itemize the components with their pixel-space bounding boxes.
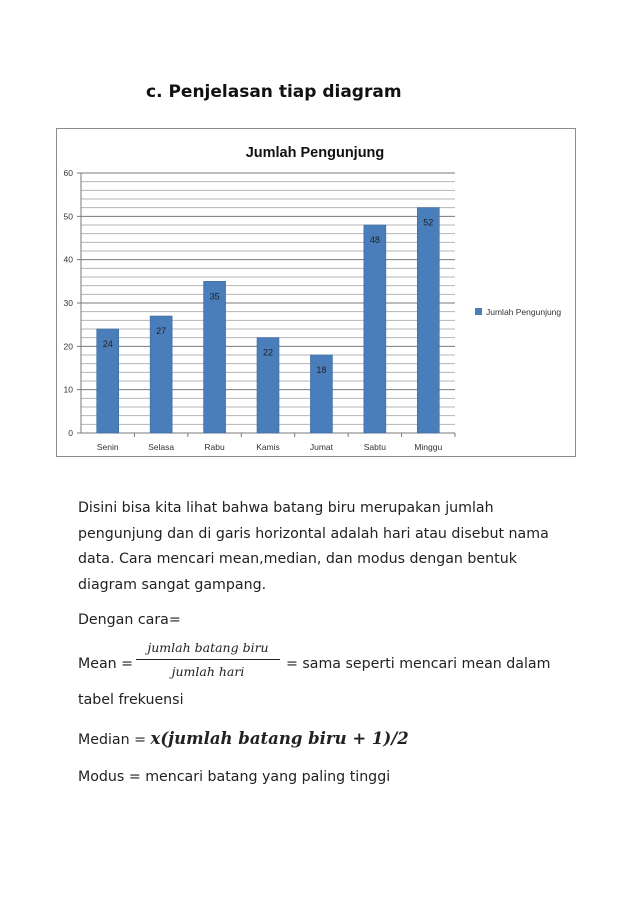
paragraph-explanation: Disini bisa kita lihat bahwa batang biru merupakan jumlah pengunjung dan di garis horizontal adalah hari atau disebut nama data. Cara mencari mean,median, dan modus dengan bentuk diagram sangat gampang.: [78, 500, 549, 593]
x-tick-label: Jumat: [309, 442, 334, 452]
y-tick-label: 60: [63, 168, 73, 178]
y-tick-label: 0: [68, 428, 73, 438]
data-label: 24: [102, 339, 113, 349]
mean-denominator: jumlah hari: [171, 663, 245, 679]
y-tick-label: 50: [63, 211, 73, 222]
bar-chart: [56, 128, 576, 457]
data-label: 18: [316, 365, 327, 375]
legend-swatch: [475, 308, 482, 315]
bar: [204, 281, 226, 433]
x-tick-label: Sabtu: [363, 442, 386, 452]
median-label: Median =: [78, 732, 147, 748]
bar: [364, 225, 386, 433]
median-line: [78, 723, 558, 755]
data-label: 35: [209, 291, 220, 302]
data-label: 48: [369, 235, 380, 245]
y-tick-label: 30: [63, 298, 73, 308]
data-label: 22: [262, 347, 274, 358]
bar: [417, 208, 439, 433]
x-tick-label: Rabu: [204, 442, 225, 452]
x-tick-label: Kamis: [256, 442, 280, 452]
x-tick-label: Selasa: [148, 442, 175, 452]
chart-title: Jumlah Pengunjung: [245, 145, 385, 161]
data-label: 52: [423, 217, 434, 228]
y-tick-label: 20: [63, 341, 73, 352]
section-heading: c. Penjelasan tiap diagram: [146, 82, 402, 102]
median-formula: x(jumlah batang biru + 1)/2: [150, 729, 409, 748]
mean-label: Mean =: [78, 655, 134, 672]
y-tick-label: 40: [63, 254, 73, 265]
modus-line: Modus = mencari batang yang paling tinggi: [78, 769, 391, 785]
explanation-text: [78, 496, 558, 791]
y-tick-label: 10: [63, 384, 73, 395]
mean-description: = sama seperti mencari mean dalam: [286, 655, 551, 672]
x-tick-label: Minggu: [414, 442, 443, 452]
fraction-bar: [136, 659, 280, 660]
method-intro: Dengan cara=: [78, 612, 181, 628]
chart-svg: [57, 129, 577, 458]
mean-fraction: [136, 638, 280, 682]
data-label: 27: [156, 326, 167, 336]
legend-label: Jumlah Pengunjung: [486, 307, 562, 317]
mean-description-continued: tabel frekuensi: [78, 691, 184, 708]
mean-formula-line: [78, 640, 558, 688]
mean-numerator: jumlah batang biru: [147, 639, 269, 655]
x-tick-label: Senin: [96, 442, 119, 452]
